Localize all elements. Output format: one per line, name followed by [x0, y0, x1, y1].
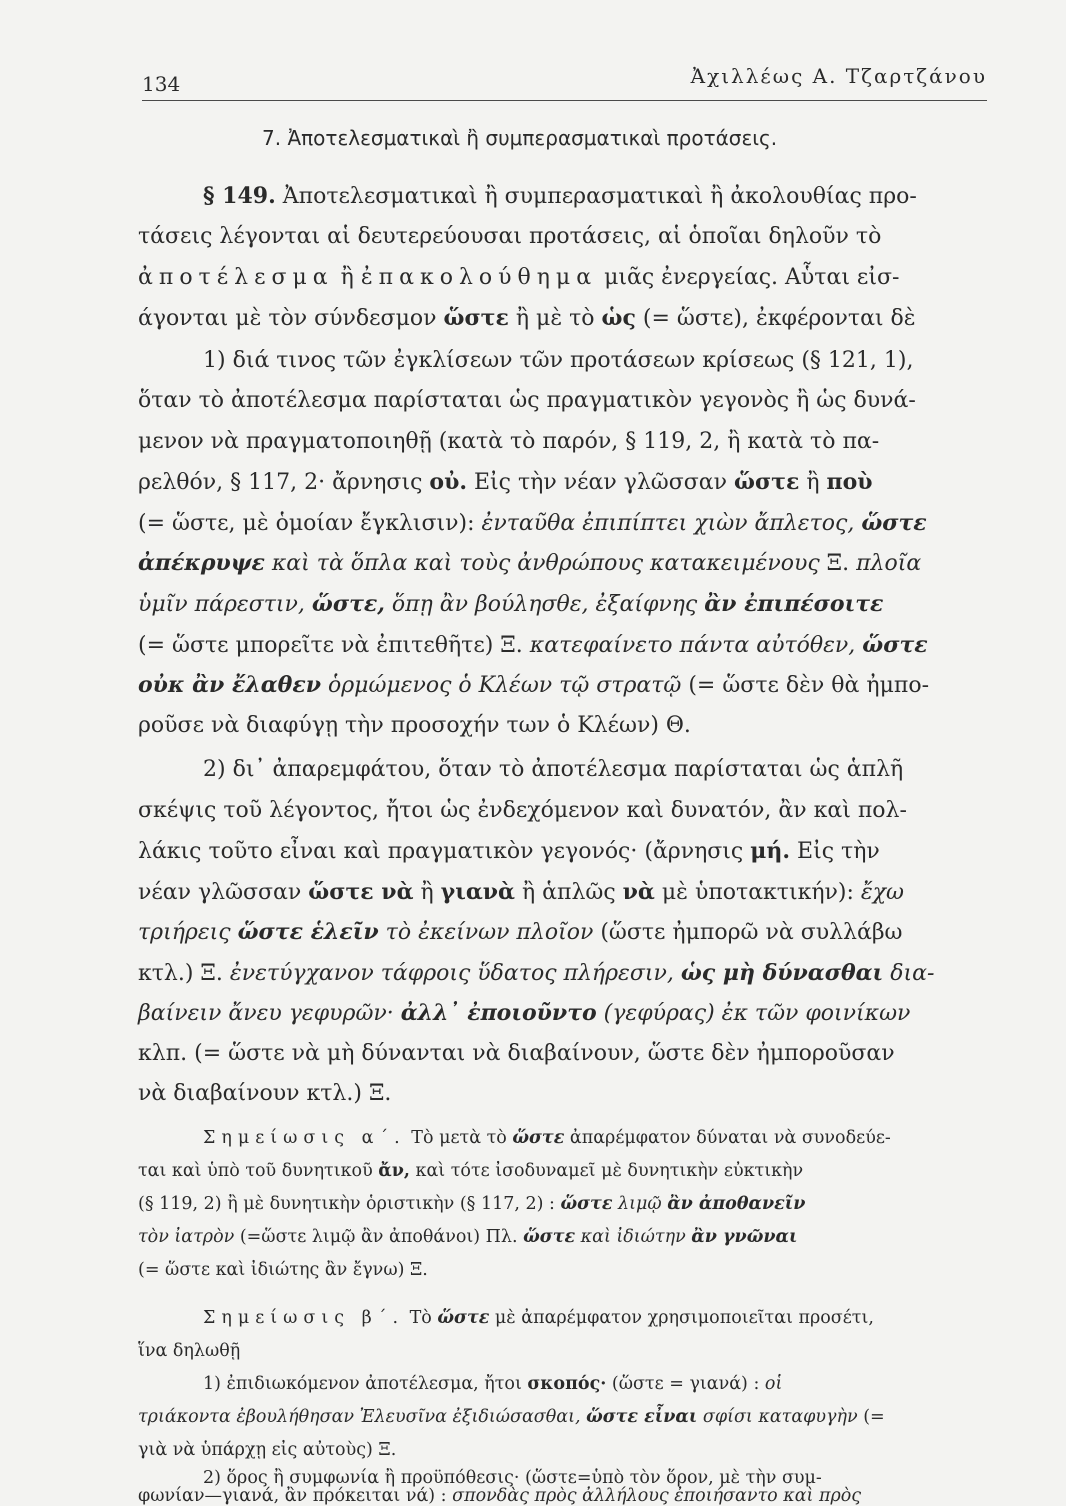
paragraph-line: νέαν γλῶσσαν ὥστε νὰ ἢ γιανὰ ἢ ἁπλῶς νὰ μὲ ὑποτακτικήν): ἔχω: [138, 879, 904, 905]
paragraph-line: ὅταν τὸ ἀποτέλεσμα παρίσταται ὡς πραγματικὸν γεγονὸς ἢ ὡς δυνά-: [138, 388, 916, 413]
note-line: (§ 119, 2) ἢ μὲ δυνητικὴν ὁριστικὴν (§ 117, 2) : ὥστε λιμῷ ἂν ἀποθανεῖν: [138, 1194, 806, 1214]
page-number: 134: [142, 72, 181, 96]
note-line: Σημείωσις β΄. Τὸ ὥστε μὲ ἀπαρέμφατον χρησιμοποιεῖται προσέτι,: [203, 1308, 874, 1328]
paragraph-line: τριήρεις ὥστε ἑλεῖν τὸ ἐκείνων πλοῖον (ὥστε ἠμπορῶ νὰ συλλάβω: [138, 919, 903, 945]
paragraph-line: βαίνειν ἄνευ γεφυρῶν· ἀλλ᾽ ἐποιοῦντο (γεφύρας) ἐκ τῶν φοινίκων: [138, 1000, 911, 1026]
note-line: (= ὥστε καὶ ἰδιώτης ἂν ἔγνω) Ξ.: [138, 1260, 428, 1280]
note-line: 2) ὅρος ἢ συμφωνία ἢ προϋπόθεσις· (ὥστε=ὑπὸ τὸν ὅρον, μὲ τὴν συμ-: [203, 1468, 822, 1488]
note-line: Σημείωσις α΄. Τὸ μετὰ τὸ ὥστε ἀπαρέμφατον δύναται νὰ συνοδεύε-: [203, 1128, 891, 1148]
note-line: φωνίαν—γιανά, ἂν πρόκειται νά) : σπονδὰς πρὸς ἀλλήλους ἐποιήσαντο καὶ πρὸς: [138, 1486, 862, 1506]
paragraph-line: κτλ.) Ξ. ἐνετύγχανον τάφροις ὕδατος πλήρεσιν, ὡς μὴ δύνασθαι δια-: [138, 960, 935, 986]
paragraph-line: κλπ. (= ὥστε νὰ μὴ δύνανται νὰ διαβαίνουν, ὥστε δὲν ἠμποροῦσαν: [138, 1041, 895, 1066]
paragraph-line: § 149. Ἀποτελεσματικαὶ ἢ συμπερασματικαὶ ἢ ἀκολουθίας προ-: [203, 183, 917, 209]
paragraph-line: άγονται μὲ τὸν σύνδεσμον ὥστε ἢ μὲ τὸ ὡς (= ὥστε), ἐκφέρονται δὲ: [138, 305, 916, 331]
paragraph-line: ἀποτέλεσμα ἢ ἐπακολούθημα μιᾶς ἐνεργείας. Αὗται εἰσ-: [138, 265, 900, 290]
note-line: γιὰ νὰ ὑπάρχῃ εἰς αὐτοὺς) Ξ.: [138, 1440, 397, 1460]
paragraph-line: οὐκ ἂν ἔλαθεν ὁρμώμενος ὁ Κλέων τῷ στρατῷ (= ὥστε δὲν θὰ ἠμπο-: [138, 672, 930, 698]
paragraph-line: ὑμῖν πάρεστιν, ὥστε, ὅπῃ ἂν βούλησθε, ἐξαίφνης ἂν ἐπιπέσοιτε: [138, 591, 884, 617]
paragraph-line: νὰ διαβαίνουν κτλ.) Ξ.: [138, 1081, 392, 1106]
paragraph-line: σκέψις τοῦ λέγοντος, ἤτοι ὡς ἐνδεχόμενον καὶ δυνατόν, ἂν καὶ πολ-: [138, 798, 907, 823]
running-title: Ἀχιλλέως Α. Τζαρτζάνου: [690, 64, 987, 88]
paragraph-line: λάκις τοῦτο εἶναι καὶ πραγματικὸν γεγονός· (ἄρνησις μή. Εἰς τὴν: [138, 838, 880, 864]
paragraph-line: ροῦσε νὰ διαφύγῃ τὴν προσοχήν των ὁ Κλέων) Θ.: [138, 713, 691, 738]
note-label: Σημείωσις α΄.: [203, 1128, 406, 1148]
note-line: τὸν ἰατρὸν (=ὥστε λιμῷ ἂν ἀποθάνοι) Πλ. ὥστε καὶ ἰδιώτην ἂν γνῶναι: [138, 1227, 798, 1247]
header-rule: [142, 100, 987, 101]
paragraph-number: § 149.: [203, 183, 276, 209]
note-line: τριάκοντα ἐβουλήθησαν Ἐλευσῖνα ἐξιδιώσασθαι, ὥστε εἶναι σφίσι καταφυγὴν (=: [138, 1407, 885, 1427]
page-header: [142, 58, 987, 98]
paragraph-line: μενον νὰ πραγματοποιηθῇ (κατὰ τὸ παρόν, § 119, 2, ἢ κατὰ τὸ πα-: [138, 429, 880, 454]
paragraph-line: τάσεις λέγονται αἱ δευτερεύουσαι προτάσεις, αἱ ὁποῖαι δηλοῦν τὸ: [138, 224, 882, 249]
note-line: 1) ἐπιδιωκόμενον ἀποτέλεσμα, ἤτοι σκοπός· (ὥστε = γιανά) : οἱ: [203, 1374, 783, 1394]
paragraph-line: (= ὥστε, μὲ ὁμοίαν ἔγκλισιν): ἐνταῦθα ἐπιπίπτει χιὼν ἄπλετος, ὥστε: [138, 510, 927, 536]
paragraph-line: (= ὥστε μπορεῖτε νὰ ἐπιτεθῆτε) Ξ. κατεφαίνετο πάντα αὐτόθεν, ὥστε: [138, 632, 928, 658]
note-label: Σημείωσις β΄.: [203, 1308, 405, 1328]
paragraph-line: 1) διά τινος τῶν ἐγκλίσεων τῶν προτάσεων κρίσεως (§ 121, 1),: [203, 348, 914, 373]
paragraph-line: ἀπέκρυψε καὶ τὰ ὅπλα καὶ τοὺς ἀνθρώπους κατακειμένους Ξ. πλοῖα: [138, 550, 922, 576]
note-line: ἵνα δηλωθῇ: [138, 1341, 241, 1361]
section-title: 7. Ἀποτελεσματικαὶ ἢ συμπερασματικαὶ προτάσεις.: [262, 126, 778, 150]
paragraph-line: ρελθόν, § 117, 2· ἄρνησις οὐ. Εἰς τὴν νέαν γλῶσσαν ὥστε ἢ ποὺ: [138, 469, 873, 495]
paragraph-line: 2) δι᾽ ἀπαρεμφάτου, ὅταν τὸ ἀποτέλεσμα παρίσταται ὡς ἁπλῆ: [203, 757, 904, 782]
note-line: ται καὶ ὑπὸ τοῦ δυνητικοῦ ἄν, καὶ τότε ἰσοδυναμεῖ μὲ δυνητικὴν εὐκτικὴν: [138, 1161, 804, 1181]
